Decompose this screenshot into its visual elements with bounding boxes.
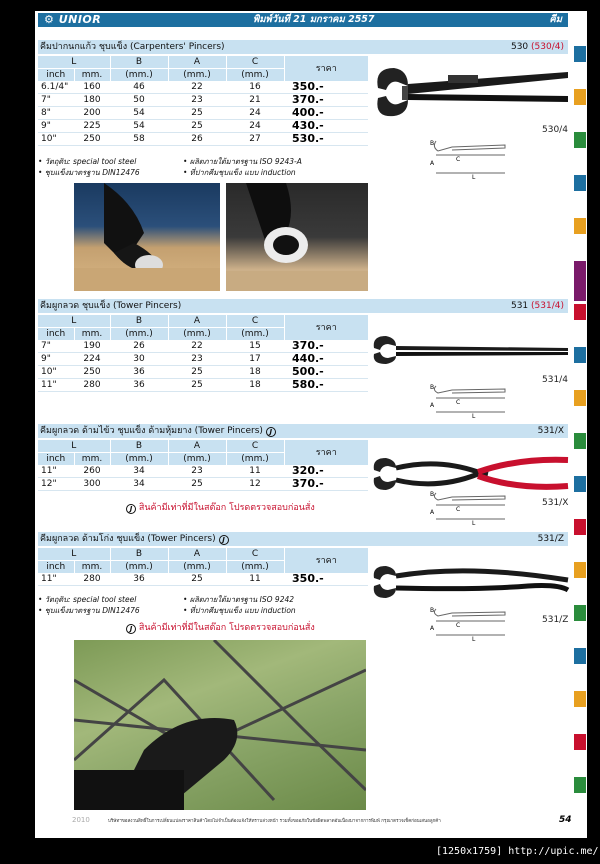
- image-host-watermark: [1250x1759] http://upic.me/: [436, 846, 599, 857]
- side-tab: [574, 347, 586, 363]
- section-title-bar-531z: [38, 532, 568, 546]
- section-title: คีมผูกลวด ด้ามไข้ว ชุบแข็ง ด้ามหุ้มยาง (Tower Pincers) J: [40, 424, 276, 438]
- table-subheader-row: inch mm. (mm.) (mm.) (mm.): [38, 69, 368, 82]
- tower-pincer-image: [368, 330, 574, 372]
- table-row: 8" 200 54 25 24 400.-: [38, 107, 368, 120]
- model-number: 531/X: [542, 498, 569, 508]
- discontinued-icon: J: [126, 504, 136, 514]
- table-row: 12" 300 34 25 12 370.-: [38, 478, 368, 491]
- table-row: 11" 260 34 23 11 320.-: [38, 465, 368, 478]
- category-label: คีม: [549, 14, 562, 25]
- section-title: คีมปากนกแก้ว ชุบแข็ง (Carpenters' Pincers): [40, 42, 225, 52]
- svg-text:C: C: [456, 622, 461, 629]
- svg-text:B: B: [430, 491, 435, 498]
- side-tab: [574, 261, 586, 301]
- table-row: 9" 225 54 25 24 430.-: [38, 120, 368, 133]
- dimension-diagram: [430, 487, 510, 527]
- svg-text:B: B: [430, 140, 435, 147]
- svg-text:B: B: [430, 384, 435, 391]
- discontinued-icon: J: [266, 427, 276, 437]
- table-row: 11" 280 36 25 18 580.-: [38, 379, 368, 392]
- table-header-row: L B A C ราคา: [38, 56, 368, 69]
- side-tab: [574, 648, 586, 664]
- model-number: 531/Z: [542, 615, 569, 625]
- table-subheader-row: inch mm. (mm.) (mm.) (mm.): [38, 561, 368, 574]
- side-tab: [574, 46, 586, 62]
- page-number: 54: [559, 815, 572, 825]
- side-tab: [574, 605, 586, 621]
- side-tab: [574, 390, 586, 406]
- svg-text:A: A: [430, 402, 435, 409]
- spec-table-531x: [38, 440, 368, 491]
- side-tab: [574, 218, 586, 234]
- footer-disclaimer: บริษัทฯขอสงวนสิทธิ์ในการเปลี่ยนแปลงราคาสินค้าโดยไม่จำเป็นต้องแจ้งให้ทราบล่วงหน้า รวมทั้งขออภัยในข้อผิดพลาดอันเนื่องมาจากการพิมพ์ กรุณาตรวจเช็คก่อนเสนอลูกค้า: [108, 819, 441, 824]
- table-header-row: L B A C ราคา: [38, 548, 368, 561]
- model-number: 531/4: [542, 375, 568, 385]
- svg-text:L: L: [472, 413, 476, 420]
- svg-text:C: C: [456, 506, 461, 513]
- product-code: 531/Z: [537, 534, 564, 544]
- side-tab: [574, 519, 586, 535]
- side-tab: [574, 433, 586, 449]
- side-tab: [574, 476, 586, 492]
- section-title-bar-530: [38, 40, 568, 54]
- product-code: 530 (530/4): [510, 42, 564, 52]
- carpenters-pincer-image: [368, 58, 574, 128]
- side-tab: [574, 562, 586, 578]
- table-subheader-row: inch mm. (mm.) (mm.) (mm.): [38, 453, 368, 466]
- product-code: 531 (531/4): [510, 301, 564, 311]
- usage-photo-nail-cutting: [226, 183, 368, 291]
- table-row: 10" 250 58 26 27 530.-: [38, 133, 368, 146]
- usage-photo-nail-pulling: [74, 183, 220, 291]
- tower-pincer-curved-handle-image: [368, 560, 574, 608]
- print-date: พิมพ์วันที่ 21 มกราคม 2557: [253, 14, 375, 25]
- side-tab: [574, 175, 586, 191]
- catalog-header-bar: [38, 13, 568, 27]
- table-row: 7" 180 50 23 21 370.-: [38, 94, 368, 107]
- table-row: 11" 280 36 25 11 350.-: [38, 573, 368, 586]
- dimension-diagram: [430, 133, 510, 181]
- side-tab: [574, 132, 586, 148]
- section-title: คีมผูกลวด ชุบแข็ง (Tower Pincers): [40, 301, 182, 311]
- spec-table-531z: [38, 548, 368, 586]
- side-tab: [574, 89, 586, 105]
- spec-table-531: [38, 315, 368, 392]
- side-tab: [574, 304, 586, 320]
- product-code: 531/X: [537, 426, 564, 436]
- svg-text:A: A: [430, 625, 435, 632]
- discontinued-icon: J: [219, 535, 229, 545]
- stock-notice: J สินค้ามีเท่าที่มีในสต๊อก โปรดตรวจสอบก่อนสั่ง: [126, 620, 315, 634]
- brand-logo: ⚙ UNIOR: [44, 13, 102, 26]
- product-notes: • วัตถุดิบ: special tool steel • ผลิตภายใต้มาตรฐาน ISO 9243-A • ชุบแข็งมาตรฐาน DIN12476 • ที่ปากคีมชุบแข็ง แบบ induction: [38, 157, 302, 177]
- section-title-bar-531x: [38, 424, 568, 438]
- table-subheader-row: inch mm. (mm.) (mm.) (mm.): [38, 328, 368, 341]
- footer-year: 2010: [72, 816, 90, 824]
- section-title: คีมผูกลวด ด้ามโก่ง ชุบแข็ง (Tower Pincers) J: [40, 532, 229, 546]
- section-title-bar-531: [38, 299, 568, 313]
- stock-notice: J สินค้ามีเท่าที่มีในสต๊อก โปรดตรวจสอบก่อนสั่ง: [126, 500, 315, 514]
- svg-text:L: L: [472, 520, 476, 527]
- spec-table-530: [38, 56, 368, 146]
- product-notes: • วัตถุดิบ: special tool steel • ผลิตภายใต้มาตรฐาน ISO 9242 • ชุบแข็งมาตรฐาน DIN12476 • ที่ปากคีมชุบแข็ง แบบ induction: [38, 595, 296, 615]
- table-header-row: L B A C ราคา: [38, 440, 368, 453]
- dimension-diagram: [430, 380, 510, 420]
- svg-text:A: A: [430, 160, 435, 167]
- svg-text:A: A: [430, 509, 435, 516]
- table-row: 7" 190 26 22 15 370.-: [38, 340, 368, 353]
- model-number: 530/4: [542, 125, 568, 135]
- table-row: 9" 224 30 23 17 440.-: [38, 353, 368, 366]
- svg-text:L: L: [472, 174, 476, 181]
- side-tab: [574, 691, 586, 707]
- usage-photo-wire-fence: [74, 640, 366, 810]
- svg-text:L: L: [472, 636, 476, 643]
- side-tab: [574, 734, 586, 750]
- svg-text:C: C: [456, 156, 461, 163]
- svg-text:B: B: [430, 607, 435, 614]
- side-tab: [574, 777, 586, 793]
- discontinued-icon: J: [126, 624, 136, 634]
- table-header-row: L B A C ราคา: [38, 315, 368, 328]
- svg-text:C: C: [456, 399, 461, 406]
- dimension-diagram: [430, 603, 510, 643]
- table-row: 10" 250 36 25 18 500.-: [38, 366, 368, 379]
- table-row: 6.1/4" 160 46 22 16 350.-: [38, 81, 368, 94]
